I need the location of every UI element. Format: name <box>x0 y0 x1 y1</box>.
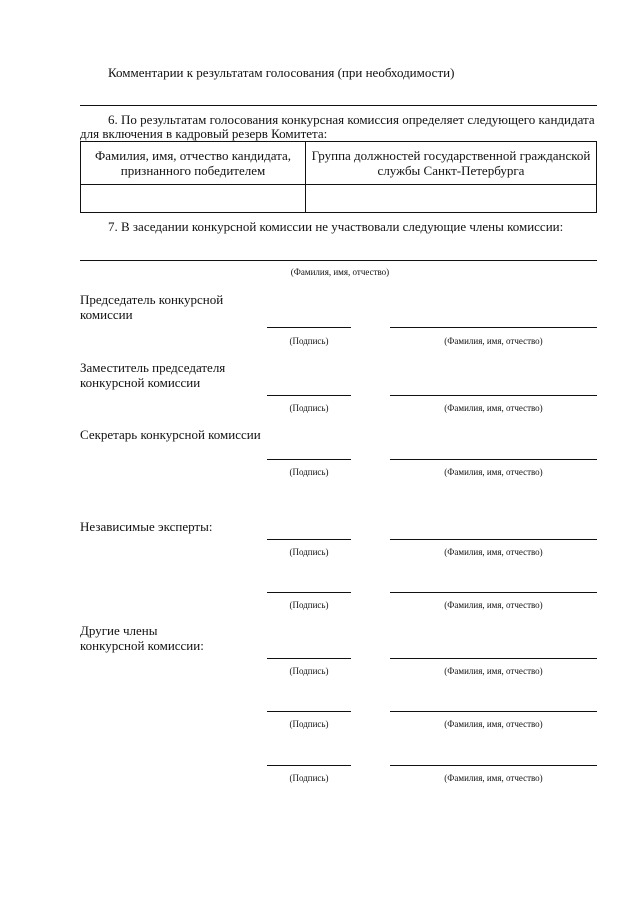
chair-fio-caption: (Фамилия, имя, отчество) <box>444 336 543 346</box>
other3-fio-line[interactable] <box>390 765 597 766</box>
role-secretary: Секретарь конкурсной комиссии <box>80 427 261 442</box>
secretary-signature-line[interactable] <box>267 459 351 460</box>
table-row <box>81 185 597 213</box>
candidate-table <box>80 141 597 213</box>
other3-signature-caption: (Подпись) <box>289 773 329 783</box>
other1-fio-caption: (Фамилия, имя, отчество) <box>444 666 543 676</box>
other1-fio-line[interactable] <box>390 658 597 659</box>
expert2-fio-caption: (Фамилия, имя, отчество) <box>444 600 543 610</box>
expert2-signature-line[interactable] <box>267 592 351 593</box>
role-others: Другие члены конкурсной комиссии: <box>80 623 204 653</box>
expert2-fio-line[interactable] <box>390 592 597 593</box>
expert1-fio-caption: (Фамилия, имя, отчество) <box>444 547 543 557</box>
chair-fio-line[interactable] <box>390 327 597 328</box>
deputy-fio-line[interactable] <box>390 395 597 396</box>
expert1-fio-line[interactable] <box>390 539 597 540</box>
absent-fio-caption: (Фамилия, имя, отчество) <box>290 267 390 277</box>
cell-candidate-name[interactable] <box>81 185 306 213</box>
role-chair: Председатель конкурсной комиссии <box>80 292 224 322</box>
comments-label: Комментарии к результатам голосования (при необходимости) <box>108 65 455 80</box>
role-experts: Независимые эксперты: <box>80 519 213 534</box>
header-candidate-name: Фамилия, имя, отчество кандидата, признанного победителем <box>81 142 306 185</box>
other3-fio-caption: (Фамилия, имя, отчество) <box>444 773 543 783</box>
secretary-fio-caption: (Фамилия, имя, отчество) <box>444 467 543 477</box>
item6-text-line1: 6. По результатам голосования конкурсная комиссия определяет следующего кандидата <box>108 112 595 127</box>
secretary-signature-caption: (Подпись) <box>289 467 329 477</box>
comments-line[interactable] <box>80 105 597 106</box>
deputy-signature-caption: (Подпись) <box>289 403 329 413</box>
secretary-fio-line[interactable] <box>390 459 597 460</box>
other3-signature-line[interactable] <box>267 765 351 766</box>
other2-signature-caption: (Подпись) <box>289 719 329 729</box>
cell-position-group[interactable] <box>306 185 597 213</box>
table-header-row <box>81 142 597 185</box>
other2-signature-line[interactable] <box>267 711 351 712</box>
expert2-signature-caption: (Подпись) <box>289 600 329 610</box>
chair-signature-caption: (Подпись) <box>289 336 329 346</box>
header-position-group: Группа должностей государственной гражданской службы Санкт-Петербурга <box>306 142 597 185</box>
expert1-signature-caption: (Подпись) <box>289 547 329 557</box>
other1-signature-line[interactable] <box>267 658 351 659</box>
absent-members-line[interactable] <box>80 260 597 261</box>
deputy-signature-line[interactable] <box>267 395 351 396</box>
role-deputy: Заместитель председателя конкурсной комиссии <box>80 360 226 390</box>
item6-text-line2: для включения в кадровый резерв Комитета: <box>80 126 328 141</box>
other2-fio-line[interactable] <box>390 711 597 712</box>
other2-fio-caption: (Фамилия, имя, отчество) <box>444 719 543 729</box>
item7-text: 7. В заседании конкурсной комиссии не участвовали следующие члены комиссии: <box>108 219 564 234</box>
chair-signature-line[interactable] <box>267 327 351 328</box>
expert1-signature-line[interactable] <box>267 539 351 540</box>
other1-signature-caption: (Подпись) <box>289 666 329 676</box>
deputy-fio-caption: (Фамилия, имя, отчество) <box>444 403 543 413</box>
